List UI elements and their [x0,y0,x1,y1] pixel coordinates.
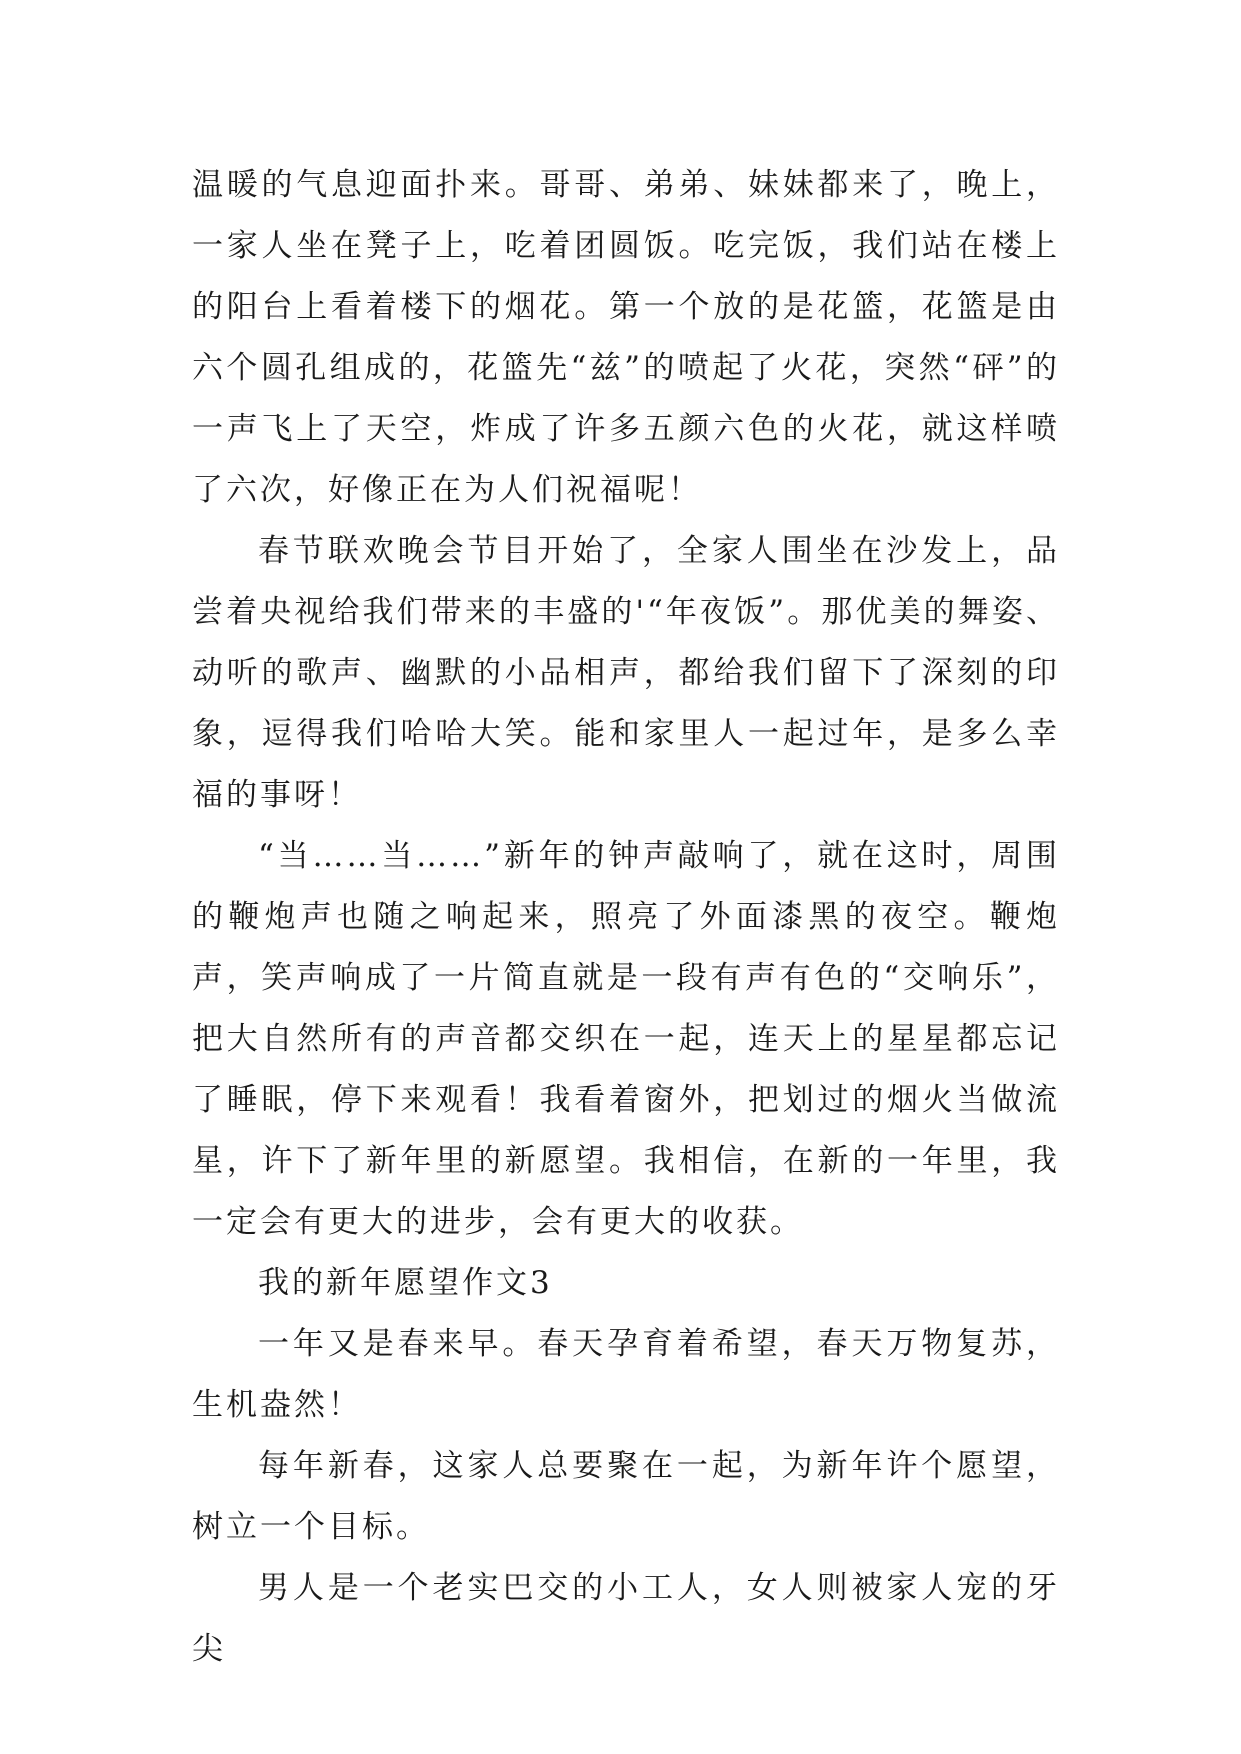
paragraph-3: “当……当……”新年的钟声敲响了，就在这时，周围的鞭炮声也随之响起来，照亮了外面漆黑的夜空。鞭炮声，笑声响成了一片简直就是一段有声有色的“交响乐”，把大自然所有的声音都交织在一起，连天上的星星都忘记了睡眠，停下来观看！我看着窗外，把划过的烟火当做流星，许下了新年里的新愿望。我相信，在新的一年里，我一定会有更大的进步，会有更大的收获。 [192,838,1060,1240]
paragraph-2: 春节联欢晚会节目开始了，全家人围坐在沙发上，品尝着央视给我们带来的丰盛的'“年夜饭”。那优美的舞姿、动听的歌声、幽默的小品相声，都给我们留下了深刻的印象，逗得我们哈哈大笑。能和家里人一起过年，是多么幸福的事呀！ [192,533,1060,813]
paragraph-1: 温暖的气息迎面扑来。哥哥、弟弟、妹妹都来了，晚上，一家人坐在凳子上，吃着团圆饭。吃完饭，我们站在楼上的阳台上看着楼下的烟花。第一个放的是花篮，花篮是由六个圆孔组成的，花篮先“兹”的喷起了火花，突然“砰”的一声飞上了天空，炸成了许多五颜六色的火花，就这样喷了六次，好像正在为人们祝福呢！ [192,167,1060,508]
document-body [192,155,1060,1680]
section-heading: 我的新年愿望作文3 [258,1265,553,1301]
paragraph-6: 男人是一个老实巴交的小工人，女人则被家人宠的牙尖 [192,1570,1060,1667]
paragraph-5: 每年新春，这家人总要聚在一起，为新年许个愿望，树立一个目标。 [192,1448,1060,1545]
paragraph-4: 一年又是春来早。春天孕育着希望，春天万物复苏，生机盎然！ [192,1326,1060,1423]
